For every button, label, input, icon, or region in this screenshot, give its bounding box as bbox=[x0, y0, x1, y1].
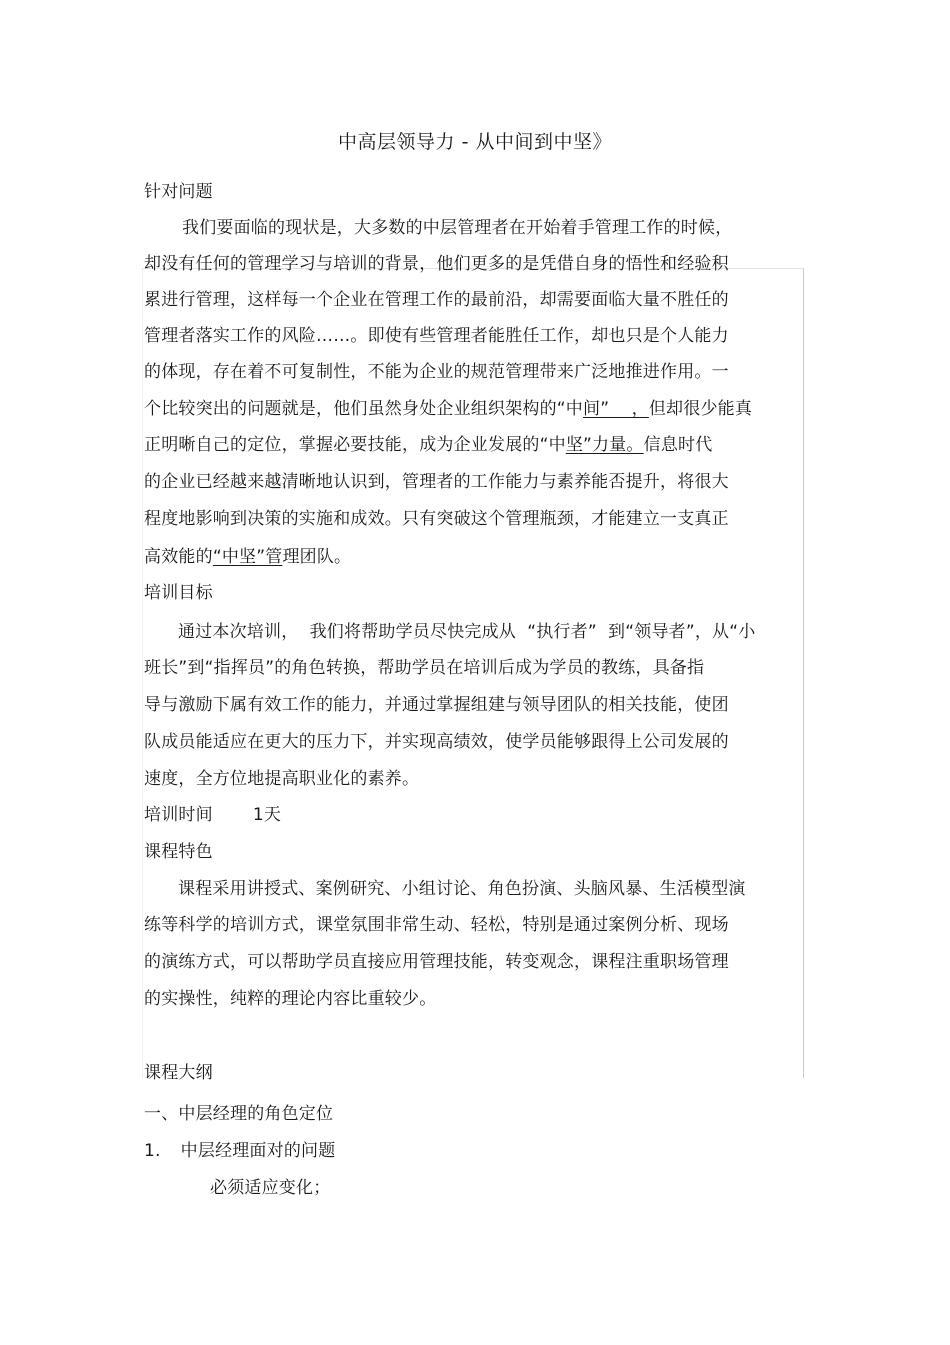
text-segment: 正明晰自己的定位，掌握必要技能，成为企业发展的“中 bbox=[144, 435, 566, 455]
paragraph-line: 却没有任何的管理学习与培训的背景，他们更多的是凭借自身的悟性和经验积 bbox=[144, 254, 729, 274]
underlined-text: 间” ， bbox=[583, 399, 649, 419]
outline-part-heading: 一、中层经理的角色定位 bbox=[144, 1104, 334, 1124]
outline-item-number: 1. bbox=[144, 1141, 161, 1161]
training-time-row bbox=[144, 804, 281, 826]
training-time-value: 1天 bbox=[252, 805, 282, 825]
text-segment: 但却很少能真 bbox=[648, 399, 753, 419]
text-segment: 信息时代 bbox=[643, 435, 713, 455]
underlined-text: “中坚”管 bbox=[212, 547, 283, 567]
paragraph-line: 通过本次培训， 我们将帮助学员尽快完成从 “执行者” 到“领导者”，从“小 bbox=[178, 622, 756, 642]
paragraph-line: 练等科学的培训方式，课堂氛围非常生动、轻松，特别是通过案例分析、现场 bbox=[144, 915, 729, 935]
paragraph-line: 速度，全方位地提高职业化的素养。 bbox=[144, 769, 420, 789]
paragraph-line: 课程采用讲授式、案例研究、小组讨论、角色扮演、头脑风暴、生活模型演 bbox=[178, 879, 746, 899]
paragraph-line: 程度地影响到决策的实施和成效。只有突破这个管理瓶颈，才能建立一支真正 bbox=[144, 509, 729, 529]
paragraph-line: 班长”到“指挥员”的角色转换，帮助学员在培训后成为学员的教练，具备指 bbox=[144, 658, 705, 678]
paragraph-line: 我们要面临的现状是，大多数的中层管理者在开始着手管理工作的时候， bbox=[182, 218, 733, 238]
section-heading-features: 课程特色 bbox=[144, 842, 213, 862]
section-heading-problems: 针对问题 bbox=[144, 182, 213, 202]
paragraph-line bbox=[144, 434, 712, 456]
outline-item-label: 中层经理面对的问题 bbox=[180, 1141, 336, 1161]
paragraph-line: 累进行管理，这样每一个企业在管理工作的最前沿，却需要面临大量不胜任的 bbox=[144, 290, 729, 310]
text-segment: 高效能的 bbox=[144, 547, 213, 567]
page-title: 中高层领导力 - 从中间到中坚》 bbox=[338, 131, 612, 153]
paragraph-line: 的演练方式，可以帮助学员直接应用管理技能，转变观念，课程注重职场管理 bbox=[144, 952, 729, 972]
paragraph-line bbox=[144, 546, 351, 568]
text-segment: 理团队。 bbox=[282, 547, 352, 567]
underlined-text: 坚”力量。 bbox=[565, 435, 644, 455]
paragraph-line bbox=[144, 398, 752, 420]
section-heading-goals: 培训目标 bbox=[144, 583, 213, 603]
paragraph-line: 导与激励下属有效工作的能力，并通过掌握组建与领导团队的相关技能，使团 bbox=[144, 695, 729, 715]
text-segment: 个比较突出的问题就是，他们虽然身处企业组织架构的“中 bbox=[144, 399, 584, 419]
outline-subitem: 必须适应变化； bbox=[210, 1178, 331, 1198]
paragraph-line: 管理者落实工作的风险……。即使有些管理者能胜任工作，却也只是个人能力 bbox=[144, 326, 729, 346]
paragraph-line: 队成员能适应在更大的压力下，并实现高绩效，使学员能够跟得上公司发展的 bbox=[144, 732, 729, 752]
section-heading-outline: 课程大纲 bbox=[144, 1063, 213, 1083]
outline-item bbox=[144, 1140, 335, 1162]
training-time-label: 培训时间 bbox=[144, 805, 213, 825]
paragraph-line: 的体现，存在着不可复制性，不能为企业的规范管理带来广泛地推进作用。一 bbox=[144, 362, 729, 382]
paragraph-line: 的实操性，纯粹的理论内容比重较少。 bbox=[144, 989, 437, 1009]
paragraph-line: 的企业已经越来越清晰地认识到，管理者的工作能力与素养能否提升，将很大 bbox=[144, 472, 729, 492]
